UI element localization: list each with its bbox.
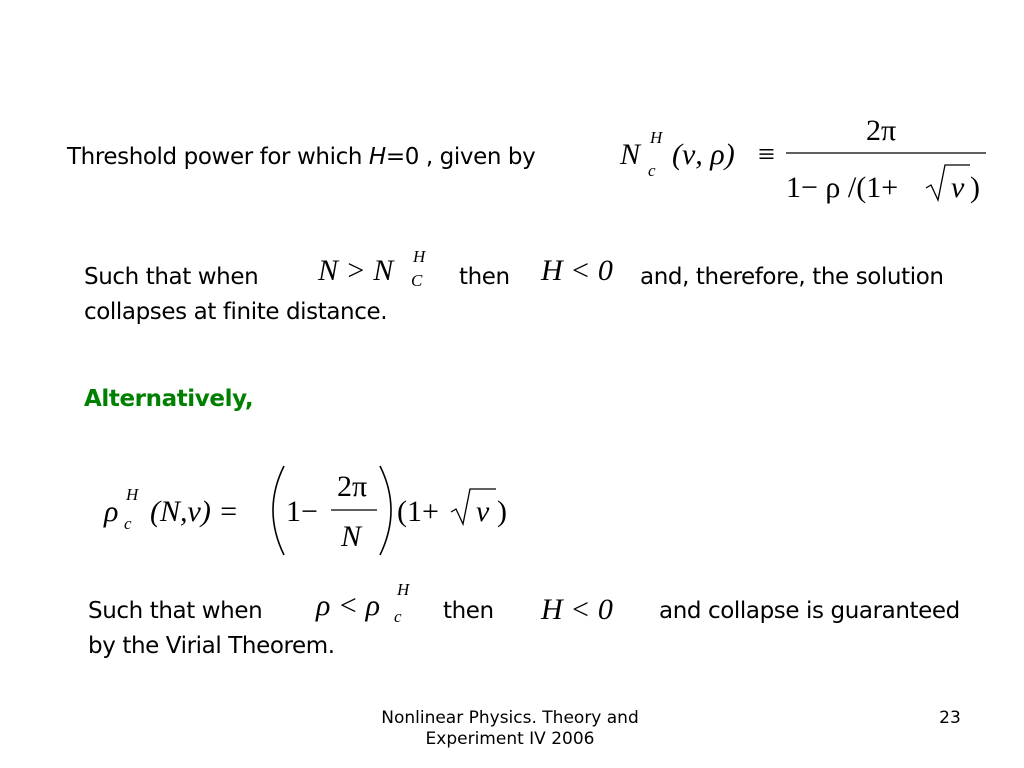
- para2-h-condition: H < 0: [541, 593, 613, 626]
- formula2-lhs-rho: ρ: [104, 495, 119, 528]
- formula2-lhs-sup: H: [126, 485, 139, 504]
- para1-cond-lhs: N > N: [318, 254, 394, 287]
- formula1-lhs-args: (ν, ρ): [672, 138, 735, 171]
- para1-then: then: [459, 264, 510, 290]
- footer-title-line1: Nonlinear Physics. Theory and: [381, 708, 639, 728]
- para2-line2: by the Virial Theorem.: [88, 633, 335, 659]
- para1-cond-sup: H: [413, 247, 426, 266]
- formula2-numerator: 2π: [337, 470, 368, 503]
- para1-h-condition: H < 0: [541, 254, 613, 287]
- formula1-numerator: 2π: [866, 114, 897, 147]
- alternatively-heading: Alternatively,: [84, 386, 254, 412]
- formula2-sqrt-sign: [451, 489, 496, 524]
- formula2-right-right: ): [497, 495, 507, 528]
- formula1-denominator-left: 1− ρ /(1+: [786, 171, 899, 204]
- para1-rest: and, therefore, the solution: [640, 264, 944, 290]
- para2-cond-lhs: ρ < ρ: [316, 589, 381, 622]
- para2-such-that-when: Such that when: [88, 598, 263, 624]
- formula2-right-paren: [380, 466, 391, 555]
- formula1-equiv: ≡: [758, 138, 775, 171]
- formula1-lhs-sup: H: [650, 128, 663, 147]
- footer-title-line2: Experiment IV 2006: [425, 729, 595, 749]
- page-number: 23: [939, 708, 961, 728]
- formula2-denominator: N: [341, 520, 362, 553]
- formula1-sqrt-sign: [926, 165, 970, 200]
- para2-rest: and collapse is guaranteed: [659, 598, 960, 624]
- threshold-text-before: Threshold power for which: [67, 144, 369, 170]
- formula2-right-left: (1+: [397, 495, 439, 528]
- formula2-lhs-sub: c: [124, 514, 132, 533]
- threshold-var-h: H: [368, 144, 386, 170]
- formula1-lhs-sub: c: [648, 161, 656, 180]
- formula1-denominator-sqrt-arg: ν: [951, 171, 965, 204]
- para1-cond-sub: C: [411, 271, 423, 290]
- formula2-left-paren: [273, 466, 284, 555]
- para2-cond-sup: H: [397, 580, 410, 599]
- para2-then: then: [443, 598, 494, 624]
- formula1-denominator-right: ): [970, 171, 980, 204]
- formula2-lhs-args: (N,ν) =: [150, 495, 239, 528]
- threshold-text-after: =0 , given by: [385, 144, 536, 170]
- formula2-right-sqrt-arg: ν: [476, 495, 490, 528]
- para1-line2: collapses at finite distance.: [84, 299, 388, 325]
- para2-cond-sub: c: [394, 607, 402, 626]
- formula2-one-minus: 1−: [286, 495, 318, 528]
- formula1-lhs-n: N: [620, 138, 641, 171]
- para1-such-that-when: Such that when: [84, 264, 259, 290]
